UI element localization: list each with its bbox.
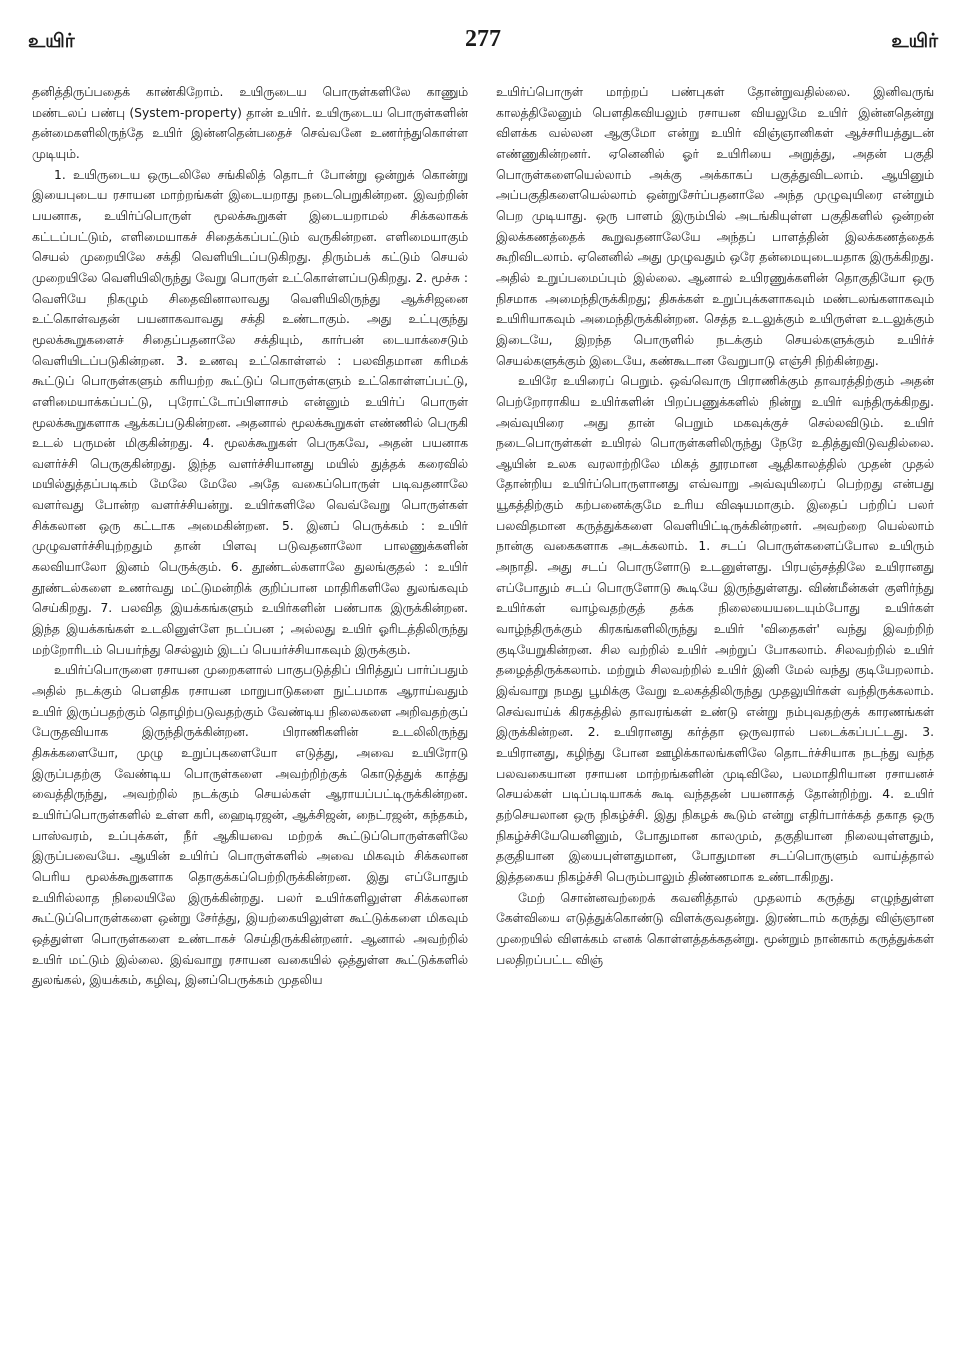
page-number: 277 [465,26,501,52]
right-text-column [496,82,934,1354]
header-left-guide-word: உயிர் [28,30,75,52]
page-header [28,26,938,60]
paragraph: உயிர்ப்பொருள் மாற்றப் பண்புகள் தோன்றுவதில்லை. இனிவருங் காலத்திலேனும் பௌதிகவியலும் ரசாயன வியலுமே உயிர் இன்னதென்று விளக்க வல்லன ஆகுமோ என்று உயிர் விஞ்ஞானிகள் ஆச்சரியத்துடன் எண்ணுகின்றனர். ஏனெனில் ஓர் உயிரியை அறுத்து, அதன் பகுதி பொருள்களையெல்லாம் அக்கு அக்காகப் பகுத்துவிடலாம். ஆயினும் அப்பகுதிகளையெல்லாம் ஒன்றுசேர்ப்பதனாலே அந்த முழுவுயிரை என்றும் பெற முடியாது. ஒரு பாளம் இரும்பில் அடங்கியுள்ள பகுதிகளில் ஒன்றன் இலக்கணத்தைக் கூறுவதனாலேயே அந்தப் பாளத்தின் இலக்கணத்தைக் கூறிவிடலாம். ஏனெனில் அது முழுவதும் ஒரே தன்மையுடையதாக இருக்கிறது. அதில் உறுப்பமைப்பும் இல்லை. ஆனால் உயிரணுக்களின் தொகுதியோ ஒரு நிசமாக அமைந்திருக்கிறது; திசுக்கள் உறுப்புக்களாகவும் மண்டலங்களாகவும் உயிரியாகவும் அமைந்திருக்கின்றன. செத்த உடலுக்கும் உயிருள்ள உடலுக்கும் இடையே, இறந்த பொருளில் நடக்கும் செயல்களுக்கும் உயிர்ச் செயல்களுக்கும் இடையே, கண்கூடான வேறுபாடு எஞ்சி நிற்கின்றது. [496,85,934,368]
paragraph: 1. உயிருடைய ஒருடலிலே சங்கிலித் தொடர் போன்று ஒன்றுக் கொன்று இயைபுடைய ரசாயன மாற்றங்கள் இடையறாது நடைபெறுகின்றன. இவற்றின் பயனாக, உயிர்ப்பொருள் மூலக்கூறுகள் இடையறாமல் சிக்கலாகக் கட்டப்பட்டும், எளிமையாகச் சிதைக்கப்பட்டும் வருகின்றன. எளிமையாகும் செயல் முறையிலே சக்தி வெளியிடப்படுகிறது. திரும்பக் கட்டும் செயல் முறையிலே வெளியிலிருந்து வேறு பொருள் உட்கொள்ளப்படுகிறது. 2. மூச்சு : வெளியே நிகழும் சிதைவினாலாவது வெளியிலிருந்து ஆக்சிஜனை உட்கொள்வதன் பயனாகவாவது சக்தி உண்டாகும். அது உட்புகுந்து மூலக்கூறுகளைச் சிதைப்பதனாலே சக்தியும், கார்பன் டையாக்சைடும் வெளியிடப்படுகின்றன. 3. உணவு உட்கொள்ளல் : பலவிதமான கரிமக் கூட்டுப் பொருள்களும் கரியற்ற கூட்டுப் பொருள்களும் உட்கொள்ளப்பட்டு, எளிமையாக்கப்பட்டு, புரோட்டோப்பிளாசம் என்னும் உயிர்ப் பொருள் மூலக்கூறுகளாக ஆக்கப்படுகின்றன. அதனால் மூலக்கூறுகள் எண்ணில் பெருகி உடல் பருமன் மிகுகின்றது. 4. மூலக்கூறுகள் பெருகவே, அதன் பயனாக வளர்ச்சி பெருகுகின்றது. இந்த வளர்ச்சியானது மயில் துத்தக் கரைவில் மயில்துத்தப்படிகம் மேலே மேலே அதே வகைப்பொருள் படிவதனாலே வளர்வது போன்ற வளர்ச்சியன்று. உயிர்களிலே வெவ்வேறு பொருள்கள் சிக்கலான ஒரு கட்டாக அமைகின்றன. 5. இனப் பெருக்கம் : உயிர் முழுவளர்ச்சியுற்றதும் தான் பிளவு படுவதனாலோ பாலணுக்களின் கலவியாலோ இனம் பெருக்கும். 6. தூண்டல்களாலே துலங்குதல் : உயிர் தூண்டல்களை உணர்வது மட்டுமன்றிக் குறிப்பான மாதிரிகளிலே துலங்கவும் செய்கிறது. 7. பலவித இயக்கங்களும் உயிர்களின் பண்பாக இருக்கின்றன. இந்த இயக்கங்கள் உடலினுள்ளே நடப்பன ; அல்லது உயிர் ஓரிடத்திலிருந்து மற்றோரிடம் பெயர்ந்து செல்லும் இடப் பெயர்ச்சியாகவும் இருக்கும். [32,167,468,657]
paragraph: மேற் சொன்னவற்றைக் கவனித்தால் முதலாம் கருத்து எழுந்துள்ள கேள்வியை எடுத்துக்கொண்டு விளக்குவதன்று. இரண்டாம் கருத்து விஞ்ஞான முறையில் விளக்கம் எனக் கொள்ளத்தக்கதன்று. மூன்றும் நான்காம் கருத்துக்கள் பலதிறப்பட்ட விஞ் [496,890,934,967]
paragraph: தனித்திருப்பதைக் காண்கிறோம். உயிருடைய பொருள்களிலே காணும் மண்டலப் பண்பு (System-property) தான் உயிர். உயிருடைய பொருள்களின் தன்மைகளிலிருந்தே உயிர் இன்னதென்பதைச் செவ்வனே உணர்ந்துகொள்ள முடியும். [32,85,468,161]
paragraph: உயிரே உயிரைப் பெறும். ஒவ்வொரு பிராணிக்கும் தாவரத்திற்கும் அதன் பெற்றோராகிய உயிர்களின் பிறப்பணுக்களில் நின்று உயிர் வந்திருக்கிறது. அவ்வுயிரை அது தான் பெறும் மகவுக்குச் செல்லவிடும். உயிர் நடைபொருள்கள் உயிரல் பொருள்களிலிருந்து நேரே உதித்துவிடுவதில்லை. ஆயின் உலக வரலாற்றிலே மிகத் தூரமான ஆதிகாலத்தில் முதன் முதல் தோன்றிய உயிர்ப்பொருளானது எவ்வாறு அவ்வுயிரைப் பெற்றது என்பது யூகத்திற்கும் கற்பனைக்குமே உரிய விஷயமாகும். இதைப் பற்றிப் பலர் பலவிதமான கருத்துக்களை வெளியிட்டிருக்கின்றனர். அவற்றை யெல்லாம் நான்கு வகைகளாக அடக்கலாம். 1. சடப் பொருள்களைப்போல உயிரும் அநாதி. அது சடப் பொருளோடு உடனுள்ளது. பிரபஞ்சத்திலே உயிரானது எப்போதும் சடப் பொருளோடு கூடியே இருந்துள்ளது. விண்மீன்கள் குளிர்ந்து உயிர்கள் வாழ்வதற்குத் தக்க நிலையையடையும்போது உயிர்கள் வாழ்ந்திருக்கும் கிரகங்களிலிருந்து உயிர் 'விதைகள்' வந்து இவற்றிற் குடியேறுகின்றன. சில வற்றில் உயிர் அற்றுப் போகலாம். சிலவற்றில் உயிர் தழைத்திருக்கலாம். மற்றும் சிலவற்றில் உயிர் இனி மேல் வந்து குடியேறலாம். இவ்வாறு நமது பூமிக்கு வேறு உலகத்திலிருந்து முதலுயிர்கள் வந்திருக்கலாம். செவ்வாய்க் கிரகத்தில் தாவரங்கள் உண்டு என்று நம்புவதற்குக் காரணங்கள் இருக்கின்றன. 2. உயிரானது கர்த்தா ஒருவரால் படைக்கப்பட்டது. 3. உயிரானது, கழிந்து போன ஊழிக்காலங்களிலே தொடர்ச்சியாக நடந்து வந்த பலவகையான ரசாயன மாற்றங்களின் முடிவிலே, பலமாதிரியான ரசாயனச் செயல்கள் படிப்படியாகக் கூடி வந்ததன் பயனாகத் தோன்றிற்று. 4. உயிர் தற்செயலான ஒரு நிகழ்ச்சி. இது நிகழக் கூடும் என்று எதிர்பார்க்கத் தகாத ஒரு நிகழ்ச்சியேயெனினும், போதுமான காலமும், தகுதியான நிலையுள்ளதும், தகுதியான இயைபுள்ளதுமான, போதுமான சடப்பொருளும் வாய்த்தால் இத்தகைய நிகழ்ச்சி பெரும்பாலும் திண்ணமாக உண்டாகிறது. [496,374,934,884]
left-text-column [32,82,468,1354]
paragraph: உயிர்ப்பொருளை ரசாயன முறைகளால் பாகுபடுத்திப் பிரித்துப் பார்ப்பதும் அதில் நடக்கும் பௌதிக ரசாயன மாறுபாடுகளை நுட்பமாக ஆராய்வதும் உயிர் இருப்பதற்கும் தொழிற்படுவதற்கும் வேண்டிய நிலைகளை அறிவதற்குப் பேருதவியாக இருந்திருக்கின்றன. பிராணிகளின் உடலிலிருந்து திசுக்களையோ, முழு உறுப்புகளையோ எடுத்து, அவை உயிரோடு இருப்பதற்கு வேண்டிய பொருள்களை அவற்றிற்குக் கொடுத்துக் காத்து வைத்திருந்து, அவற்றில் நடக்கும் செயல்கள் ஆராயப்பட்டிருக்கின்றன. உயிர்ப்பொருள்களில் உள்ள கரி, ஹைடிரஜன், ஆக்சிஜன், நைட்ரஜன், கந்தகம், பாஸ்வரம், உப்புக்கள், நீர் ஆகியவை மற்றக் கூட்டுப்பொருள்களிலே இருப்பவையே. ஆயின் உயிர்ப் பொருள்களில் அவை மிகவும் சிக்கலான பெரிய மூலக்கூறுகளாக தொகுக்கப்பெற்றிருக்கின்றன. இது எப்போதும் உயிரில்லாத நிலையிலே இருக்கின்றது. பலர் உயிர்களிலுள்ள சிக்கலான கூட்டுப்பொருள்களை ஒன்று சேர்த்து, இயற்கையிலுள்ள கூட்டுக்களை மிகவும் ஒத்துள்ள பொருள்களை உண்டாகச் செய்திருக்கின்றனர். ஆனால் அவற்றில் உயிர் மட்டும் இல்லை. இவ்வாறு ரசாயன வகையில் ஒத்துள்ள கூட்டுக்களில் துலங்கல், இயக்கம், கழிவு, இனப்பெருக்கம் முதலிய [32,663,468,988]
header-right-guide-word: உயிர் [891,30,938,52]
